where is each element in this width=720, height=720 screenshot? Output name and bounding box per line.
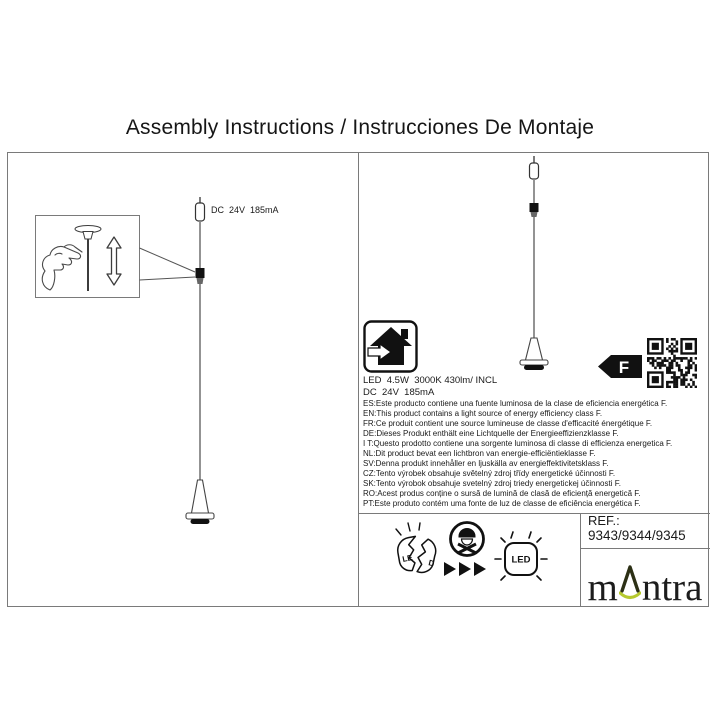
language-line-pt: PT:Este produto contém uma fonte de luz de classe de eficiência energética F.: [363, 499, 641, 508]
power-spec-line: DC 24V 185mA: [363, 387, 435, 398]
lamp-spec-line: LED 4.5W 3000K 430lm/ INCL: [363, 375, 498, 386]
energy-class-letter: F: [618, 358, 630, 377]
cord-lock-icon: [530, 203, 539, 217]
lamp-cone: [526, 338, 543, 360]
language-line-ro: RO:Acest produs conține o sursă de lumină de clasă de eficiență energetică F.: [363, 489, 641, 498]
language-line-sk: SK:Tento výrobok obsahuje svetelný zdroj triedy energetickej účinnosti F.: [363, 479, 621, 488]
lamp-diffuser: [524, 365, 544, 370]
energy-class-arrow: [598, 355, 642, 378]
language-line-de: DE:Dieses Produkt enthält eine Lichtquelle der Energieeffizienzklasse F.: [363, 429, 619, 438]
brand-caret-icon: [619, 561, 641, 603]
dc-plug-icon: [530, 163, 539, 179]
left-assembly-diagram: [7, 152, 358, 607]
indoor-use-icon: [363, 320, 418, 373]
up-down-arrow-icon: [107, 237, 121, 285]
brand-text-suffix: ntra: [641, 565, 703, 609]
broken-led-icon: [396, 523, 438, 575]
led-badge-icon: [495, 532, 547, 580]
language-line-it: I T:Questo prodotto contiene una sorgente luminosa di classe di efficienza energetica F.: [363, 439, 673, 448]
ref-label: REF.:: [588, 513, 620, 528]
language-line-sv: SV:Denna produkt innehåller en ljuskälla av energieffektivitetsklass F.: [363, 459, 609, 468]
language-line-cz: CZ:Tento výrobek obsahuje světelný zdroj třídy energetické účinnosti F.: [363, 469, 616, 478]
language-statements: [363, 399, 672, 509]
ref-numbers: 9343/9344/9345: [588, 528, 686, 543]
lamp-cone: [192, 480, 209, 513]
svg-text:D: D: [427, 558, 436, 569]
dc-plug-icon: [196, 203, 205, 221]
language-line-nl: NL:Dit product bevat een lichtbron van energie-efficiëntieklasse F.: [363, 449, 596, 458]
language-line-fr: FR:Ce produit contient une source lumineuse de classe d'efficacité énergétique F.: [363, 419, 653, 428]
pendant-lamp-left: [186, 197, 214, 524]
footer-icons: [358, 513, 580, 607]
page-title: Assembly Instructions / Instrucciones De Montaje: [125, 116, 595, 139]
language-line-en: EN:This product contains a light source of energy efficiency class F.: [363, 409, 603, 418]
triple-arrow-icon: [444, 562, 486, 576]
installer-icon: [451, 523, 484, 556]
pendant-lamp-right: [480, 150, 590, 380]
lamp-diffuser: [191, 519, 210, 524]
svg-text:LE: LE: [401, 553, 414, 564]
lamp-base: [520, 360, 548, 365]
ref-underline: [580, 548, 710, 549]
brand-text-prefix: m: [587, 565, 618, 609]
lamp-base: [186, 513, 214, 519]
power-spec-label-left: DC 24V 185mA: [211, 205, 279, 215]
qr-code-icon: [647, 338, 697, 388]
brand-logo: [580, 550, 710, 609]
height-adjustment-callout: [36, 216, 140, 298]
language-line-es: ES:Este producto contiene una fuente luminosa de la clase de eficiencia energética F.: [363, 399, 668, 408]
svg-text:LED: LED: [511, 554, 531, 566]
callout-pointer-lines: [140, 248, 196, 280]
cord-lock-icon: [196, 268, 205, 284]
hand-icon: [42, 245, 82, 290]
